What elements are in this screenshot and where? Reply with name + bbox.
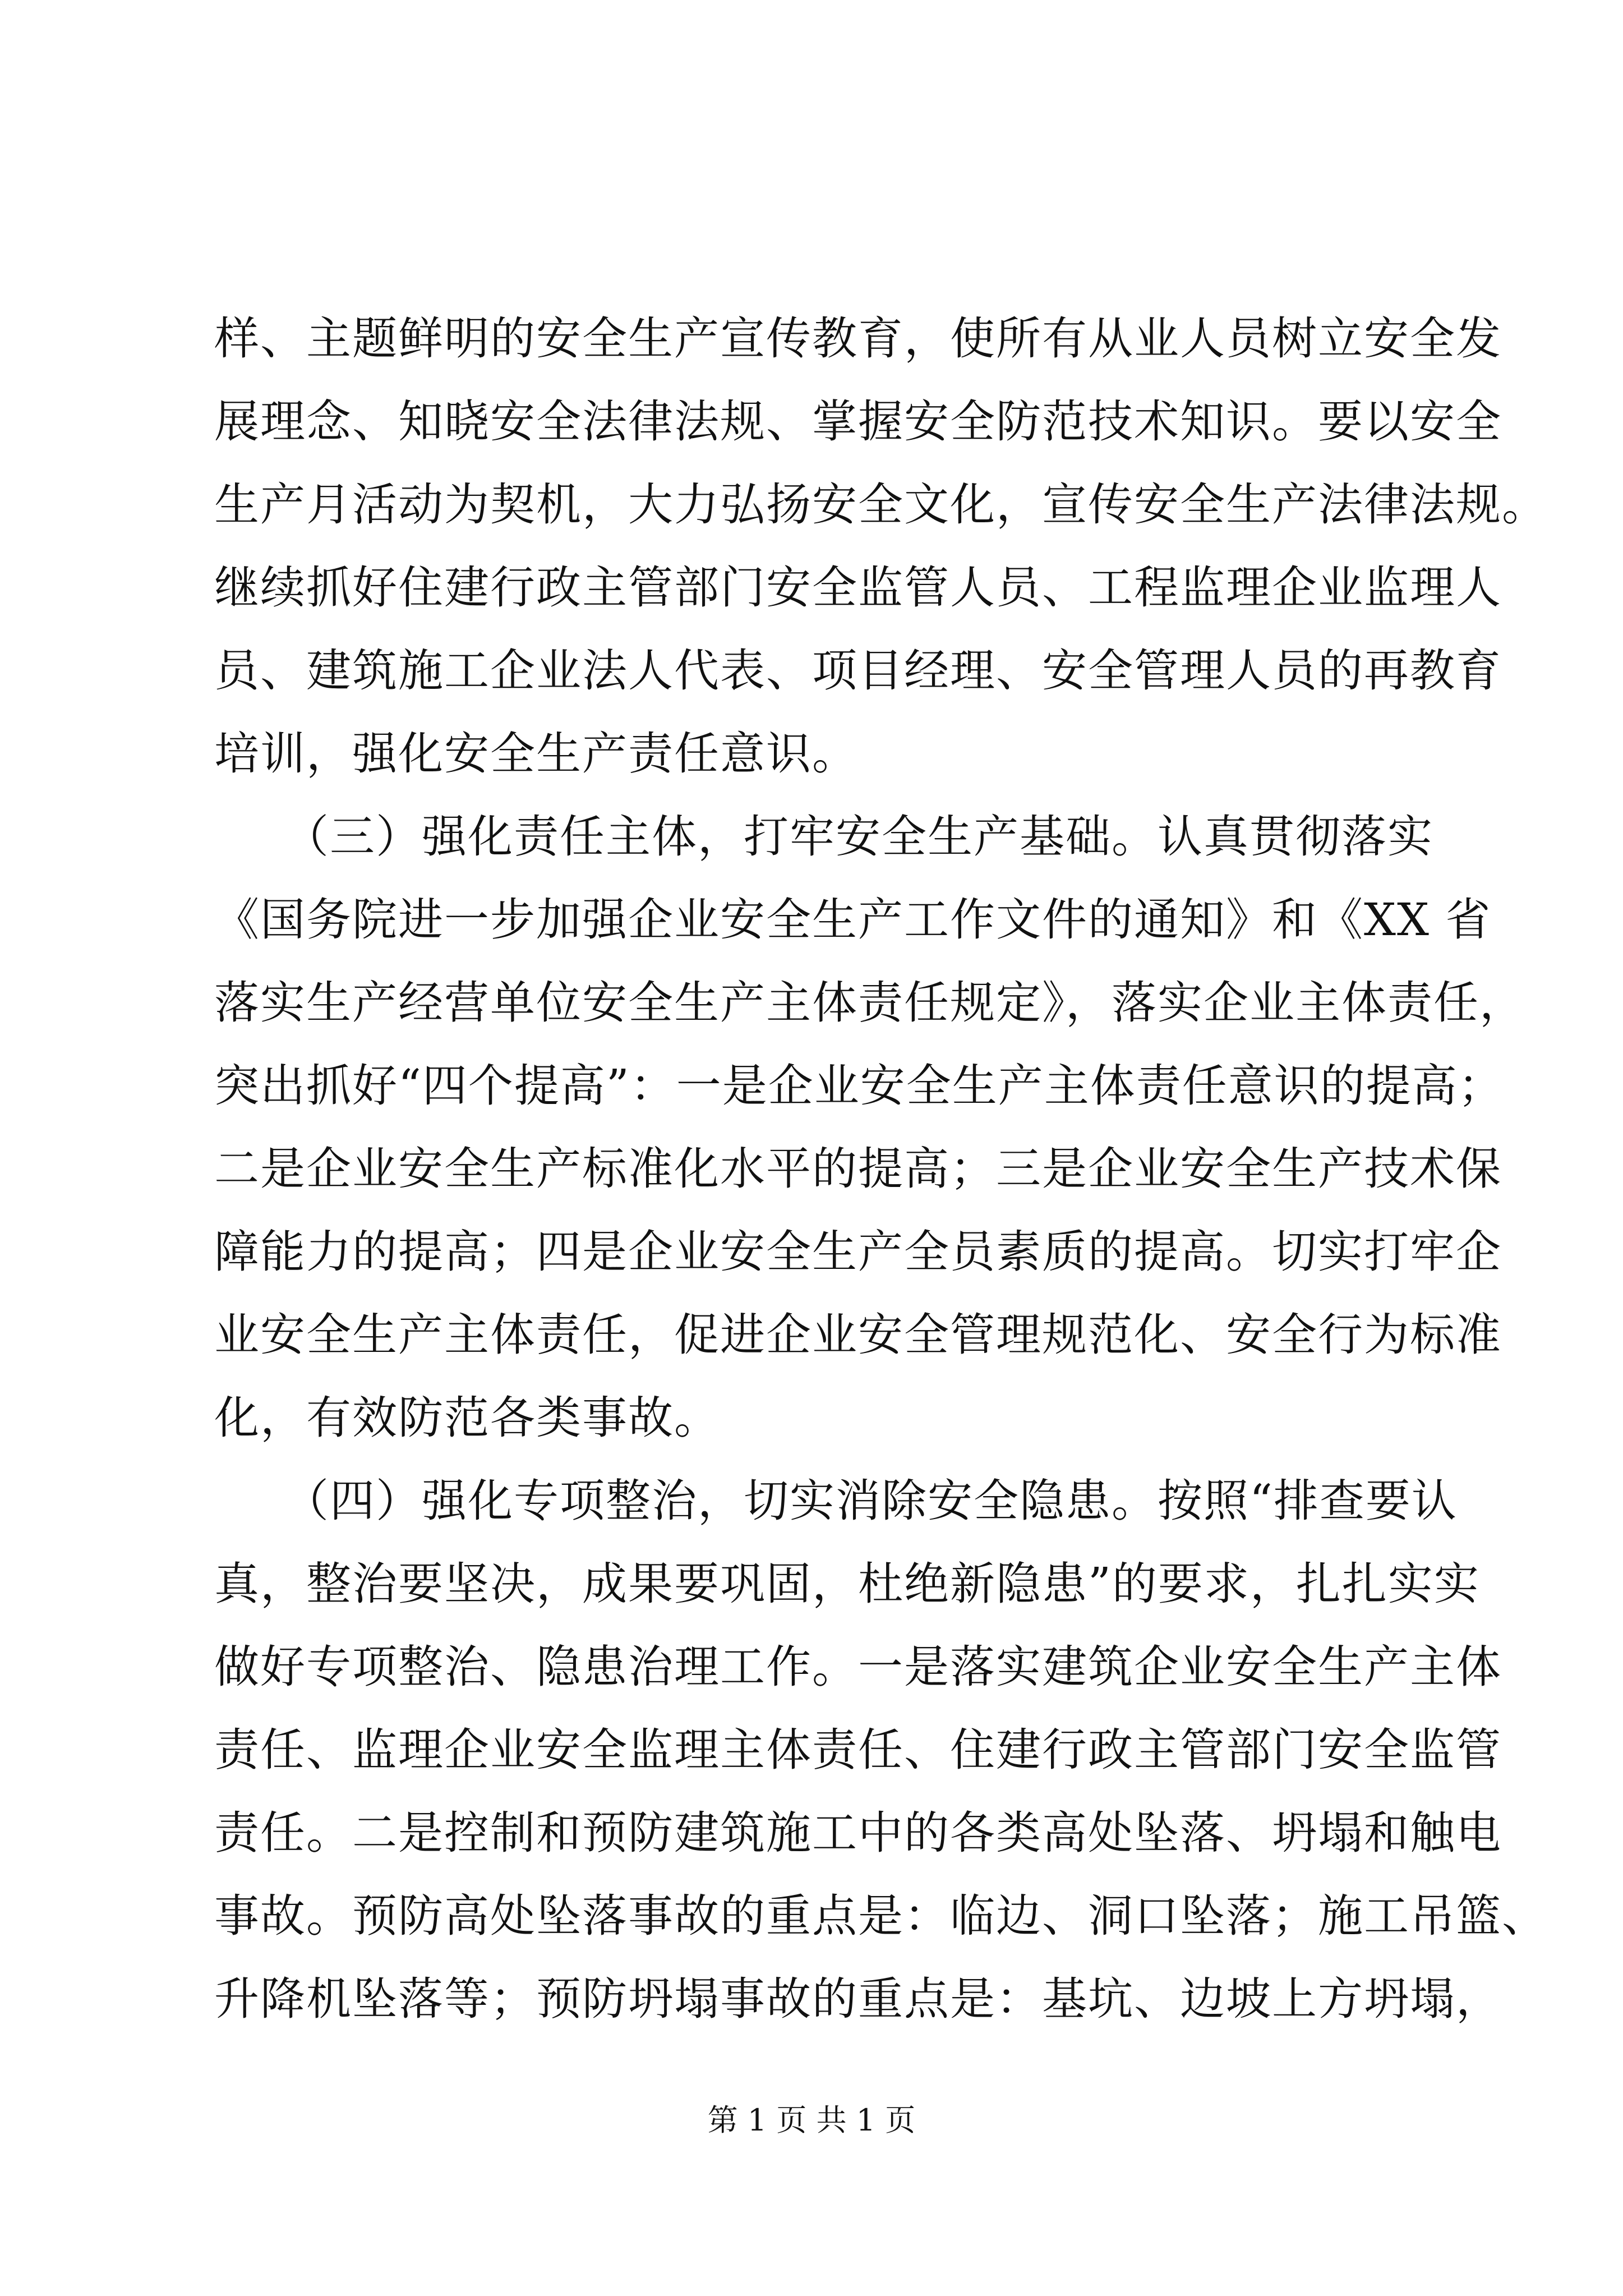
text-line: 突出抓好“四个提高”：一是企业安全生产主体责任意识的提高；: [214, 1060, 1504, 1112]
document-body: [214, 297, 1548, 2041]
text-line: 二是企业安全生产标准化水平的提高；三是企业安全生产技术保: [214, 1143, 1502, 1195]
text-line: 真，整治要坚决，成果要巩固，杜绝新隐患”的要求，扎扎实实: [214, 1558, 1480, 1610]
text-line: 责任、监理企业安全监理主体责任、住建行政主管部门安全监管: [214, 1724, 1502, 1776]
text-line: （三）强化责任主体，打牢安全生产基础。认真贯彻落实: [214, 811, 1433, 863]
text-line: 样、主题鲜明的安全生产宣传教育，使所有从业人员树立安全发: [214, 312, 1502, 365]
text-line: 继续抓好住建行政主管部门安全监管人员、工程监理企业监理人: [214, 562, 1502, 614]
text-line: 化，有效防范各类事故。: [214, 1392, 720, 1444]
text-line: 展理念、知晓安全法律法规、掌握安全防范技术知识。要以安全: [214, 395, 1502, 448]
text-line: 事故。预防高处坠落事故的重点是：临边、洞口坠落；施工吊篮、: [214, 1890, 1548, 1942]
text-line: 障能力的提高；四是企业安全生产全员素质的提高。切实打牢企: [214, 1226, 1502, 1278]
text-line: 落实生产经营单位安全生产主体责任规定》，落实企业主体责任，: [214, 977, 1525, 1029]
text-line: 升降机坠落等；预防坍塌事故的重点是：基坑、边坡上方坍塌，: [214, 1973, 1502, 2025]
text-line: 培训，强化安全生产责任意识。: [214, 728, 858, 780]
page-footer: [0, 2101, 1623, 2140]
text-line: （四）强化专项整治，切实消除安全隐患。按照“排查要认: [214, 1475, 1458, 1527]
page-number-label: 第 1 页 共 1 页: [707, 2102, 916, 2138]
text-line: 做好专项整治、隐患治理工作。一是落实建筑企业安全生产主体: [214, 1641, 1502, 1693]
text-line: 业安全生产主体责任，促进企业安全管理规范化、安全行为标准: [214, 1309, 1502, 1361]
text-line: 《国务院进一步加强企业安全生产工作文件的通知》和《XX 省: [214, 894, 1492, 946]
text-line: 责任。二是控制和预防建筑施工中的各类高处坠落、坍塌和触电: [214, 1807, 1502, 1859]
text-line: 员、建筑施工企业法人代表、项目经理、安全管理人员的再教育: [214, 645, 1502, 697]
text-line: 生产月活动为契机，大力弘扬安全文化，宣传安全生产法律法规。: [214, 478, 1548, 531]
